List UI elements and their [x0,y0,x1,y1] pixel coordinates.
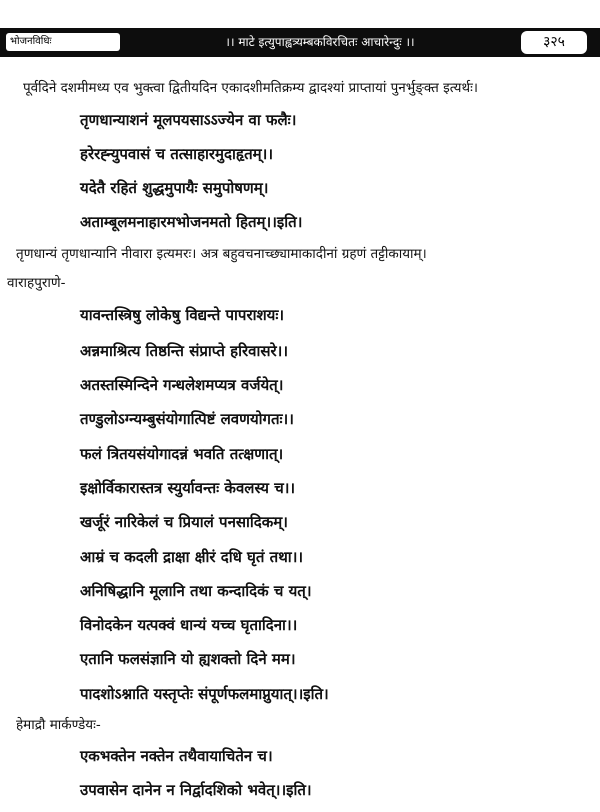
book-title: ।। माटे इत्युपाह्वत्र्यम्बकविरचितः आचारेन्दुः ।। [225,35,415,49]
verse-line: उपवासेन दानेन न निर्द्वादशिको भवेत्।।इति। [80,781,312,799]
verse-line: आम्रं च कदली द्राक्षा क्षीरं दधि घृतं तथा।। [80,548,304,566]
source-heading: हेमाद्रौ मार्कण्डेयः- [16,717,101,733]
verse-line: यावन्तस्त्रिषु लोकेषु विद्यन्ते पापराशयः। [80,306,285,324]
verse-line: एकभक्तेन नक्तेन तथैवायाचितेन च। [80,747,273,765]
verse-line: एतानि फलसंज्ञानि यो ह्यशक्तो दिने मम। [80,650,296,668]
verse-line: हरेरह्न्युपवासं च तत्साहारमुदाहृतम्।। [80,145,274,163]
verse-line: तण्डुलोऽग्न्यम्बुसंयोगात्पिष्टं लवणयोगतः।। [80,410,294,428]
section-label: भोजनविधिः [6,33,120,51]
verse-line: विनोदकेन यत्पक्वं धान्यं यच्च घृतादिना।। [80,616,298,634]
verse-line: तृणधान्याशनं मूलपयसाऽऽज्येन वा फलैः। [80,111,297,129]
prose-paragraph: पूर्वदिने दशमीमध्य एव भुक्त्वा द्वितीयदिन एकादशीमतिक्रम्य द्वादश्यां प्राप्तायां पुनर्भुङ्क्त इत्यर्थः। [23,80,478,96]
verse-line: फलं त्रितयसंयोगादन्नं भवति तत्क्षणात्। [80,445,284,463]
verse-line: खर्जूरं नारिकेलं च प्रियालं पनसादिकम्। [80,513,288,531]
verse-line: इक्षोर्विकारास्तत्र स्युर्यावन्तः केवलस्य च।। [80,479,296,497]
verse-line: अताम्बूलमनाहारमभोजनमतो हितम्।।इति। [80,213,303,231]
page-header [0,28,600,57]
page-number: ३२५ [521,31,587,54]
verse-line: अतस्तस्मिन्दिने गन्धलेशमप्यत्र वर्जयेत्। [80,376,284,394]
verse-line: यदेतै रहितं शुद्धमुपायैः समुपोषणम्। [80,179,269,197]
verse-line: अन्नमाश्रित्य तिष्ठन्ति संप्राप्ते हरिवासरे।। [80,342,288,360]
verse-line: पादशोऽश्नाति यस्तृप्तेः संपूर्णफलमाप्नुयात्।।इति। [80,685,329,703]
verse-line: अनिषिद्धानि मूलानि तथा कन्दादिकं च यत्। [80,582,312,600]
prose-paragraph: तृणधान्यं तृणधान्यानि नीवारा इत्यमरः। अत्र बहुवचनाच्छ्यामाकादीनां ग्रहणं तट्टीकायाम्। [16,246,427,262]
source-heading: वाराहपुराणे- [7,275,66,291]
